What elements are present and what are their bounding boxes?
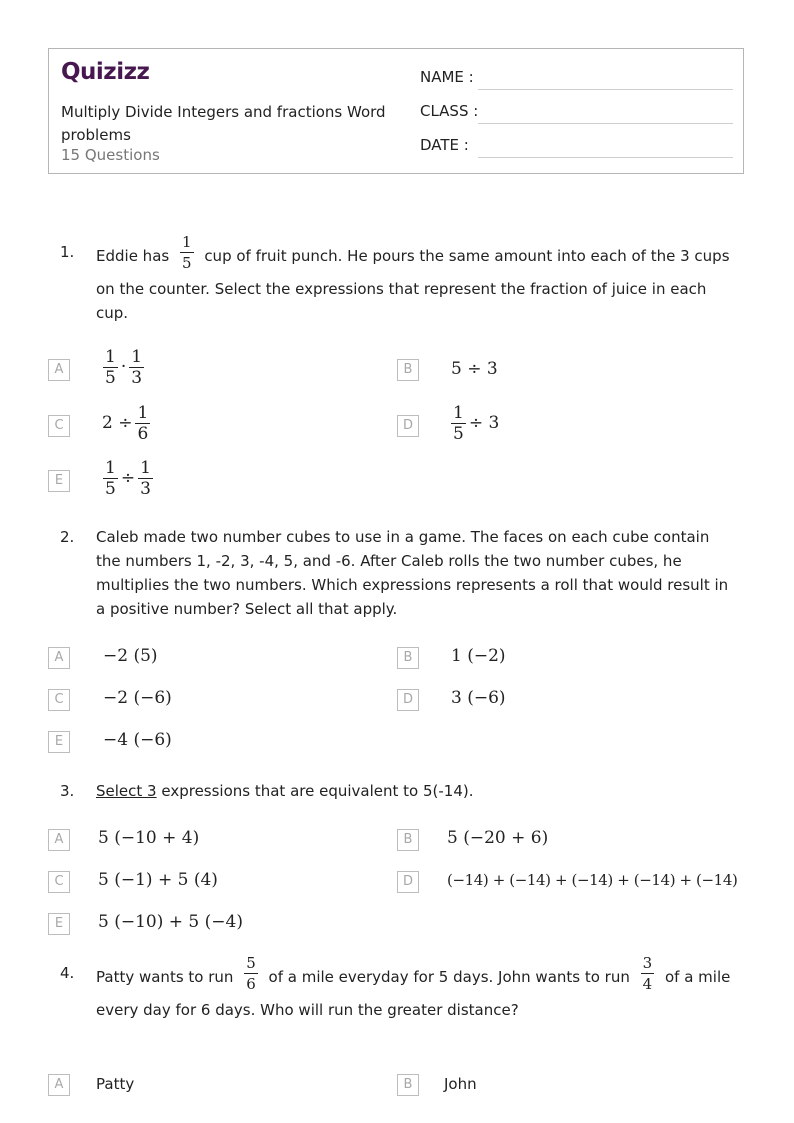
q1-option-e-expr bbox=[100, 458, 156, 499]
frac-num: 5 bbox=[246, 954, 256, 972]
question-2-number: 2. bbox=[60, 528, 75, 546]
q4-text-a: Patty wants to run bbox=[96, 968, 234, 986]
frac-num: 1 bbox=[105, 347, 116, 367]
class-line[interactable] bbox=[478, 123, 733, 124]
option-box-A[interactable]: A bbox=[48, 1074, 70, 1096]
q1-text-a: Eddie has bbox=[96, 247, 170, 265]
q1-option-d-expr bbox=[448, 403, 499, 444]
question-3-text bbox=[96, 779, 736, 803]
frac-den: 3 bbox=[131, 368, 143, 388]
question-4-number: 4. bbox=[60, 964, 75, 982]
q2-option-e-expr: −4 (−6) bbox=[103, 730, 172, 750]
question-2-text: Caleb made two number cubes to use in a game. The faces on each cube contain the numbers 1, -2, 3, -4, 5, and -6. After Caleb rolls the two number cubes, he multiplies the two numbers. Which expressions represents a roll that would result in a positive number? Select all that apply. bbox=[96, 528, 729, 618]
frac-num: 1 bbox=[137, 403, 149, 423]
option-box-D[interactable]: D bbox=[397, 415, 419, 437]
q4-fraction-2 bbox=[641, 953, 655, 994]
q3-option-d-expr: (−14) + (−14) + (−14) + (−14) + (−14) bbox=[447, 871, 738, 889]
frac-den: 5 bbox=[453, 424, 464, 444]
q3-select-3: Select 3 bbox=[96, 782, 157, 800]
frac-num: 1 bbox=[453, 403, 464, 423]
question-1-number: 1. bbox=[60, 243, 75, 261]
q1-text-b: cup of fruit punch. He pours the same amount into each of the 3 cups on the counter. Select the expressions that represent the fraction of juice in each cup. bbox=[96, 247, 730, 322]
q1-option-a-expr bbox=[100, 347, 147, 388]
frac-den: 6 bbox=[246, 975, 256, 993]
operator: ÷ bbox=[120, 468, 136, 488]
option-box-A[interactable]: A bbox=[48, 829, 70, 851]
option-box-D[interactable]: D bbox=[397, 689, 419, 711]
option-box-C[interactable]: C bbox=[48, 415, 70, 437]
q4-text-b: of a mile everyday for 5 days. John wants to run bbox=[268, 968, 630, 986]
option-box-B[interactable]: B bbox=[397, 1074, 419, 1096]
date-line[interactable] bbox=[478, 157, 733, 158]
option-box-B[interactable]: B bbox=[397, 359, 419, 381]
q4-text-d: every day for 6 days. Who will run the greater distance? bbox=[96, 1001, 519, 1019]
q3-option-b-expr: 5 (−20 + 6) bbox=[447, 828, 549, 848]
question-1-text bbox=[96, 233, 736, 325]
q4-option-a-text: Patty bbox=[96, 1075, 135, 1093]
q4-option-b-text: John bbox=[444, 1075, 477, 1093]
option-box-A[interactable]: A bbox=[48, 359, 70, 381]
q1-frac-den: 5 bbox=[181, 254, 192, 272]
q2-option-a-expr: −2 (5) bbox=[103, 646, 158, 666]
frac-den: 3 bbox=[140, 479, 151, 499]
q4-text-c: of a mile bbox=[664, 968, 731, 986]
option-box-B[interactable]: B bbox=[397, 829, 419, 851]
frac-den: 6 bbox=[137, 424, 149, 444]
name-label: NAME : bbox=[420, 68, 474, 86]
q4-fraction-1 bbox=[244, 953, 258, 994]
expr-prefix: 2 ÷ bbox=[102, 413, 133, 433]
option-box-C[interactable]: C bbox=[48, 871, 70, 893]
q1-frac-num: 1 bbox=[181, 233, 192, 251]
q3-option-c-expr: 5 (−1) + 5 (4) bbox=[98, 870, 218, 890]
frac-num: 1 bbox=[140, 458, 151, 478]
quizizz-logo: Quizizz bbox=[61, 59, 150, 85]
q2-option-c-expr: −2 (−6) bbox=[103, 688, 172, 708]
q3-text-rest: expressions that are equivalent to 5(-14). bbox=[156, 782, 474, 800]
q2-option-d-expr: 3 (−6) bbox=[451, 688, 506, 708]
name-line[interactable] bbox=[478, 89, 733, 90]
option-box-C[interactable]: C bbox=[48, 689, 70, 711]
q3-option-a-expr: 5 (−10 + 4) bbox=[98, 828, 200, 848]
question-count: 15 Questions bbox=[61, 146, 160, 164]
option-box-E[interactable]: E bbox=[48, 470, 70, 492]
question-3-number: 3. bbox=[60, 782, 75, 800]
expr-suffix: ÷ 3 bbox=[468, 413, 500, 433]
option-box-E[interactable]: E bbox=[48, 731, 70, 753]
option-box-A[interactable]: A bbox=[48, 647, 70, 669]
option-box-B[interactable]: B bbox=[397, 647, 419, 669]
frac-den: 5 bbox=[105, 479, 116, 499]
frac-num: 1 bbox=[105, 458, 116, 478]
date-label: DATE : bbox=[420, 136, 469, 154]
option-box-D[interactable]: D bbox=[397, 871, 419, 893]
class-label: CLASS : bbox=[420, 102, 479, 120]
q1-fraction bbox=[180, 232, 194, 273]
q2-option-b-expr: 1 (−2) bbox=[451, 646, 506, 666]
frac-den: 4 bbox=[642, 975, 653, 993]
q3-option-e-expr: 5 (−10) + 5 (−4) bbox=[98, 912, 243, 932]
worksheet-title: Multiply Divide Integers and fractions Word problems bbox=[61, 103, 386, 144]
frac-num: 3 bbox=[642, 954, 653, 972]
q1-option-c-expr bbox=[102, 403, 153, 444]
option-box-E[interactable]: E bbox=[48, 913, 70, 935]
worksheet-header bbox=[48, 48, 744, 174]
frac-den: 5 bbox=[105, 368, 116, 388]
frac-num: 1 bbox=[131, 347, 143, 367]
q1-option-b-expr: 5 ÷ 3 bbox=[451, 359, 498, 379]
question-4-text bbox=[96, 954, 736, 1022]
operator: · bbox=[120, 357, 127, 377]
